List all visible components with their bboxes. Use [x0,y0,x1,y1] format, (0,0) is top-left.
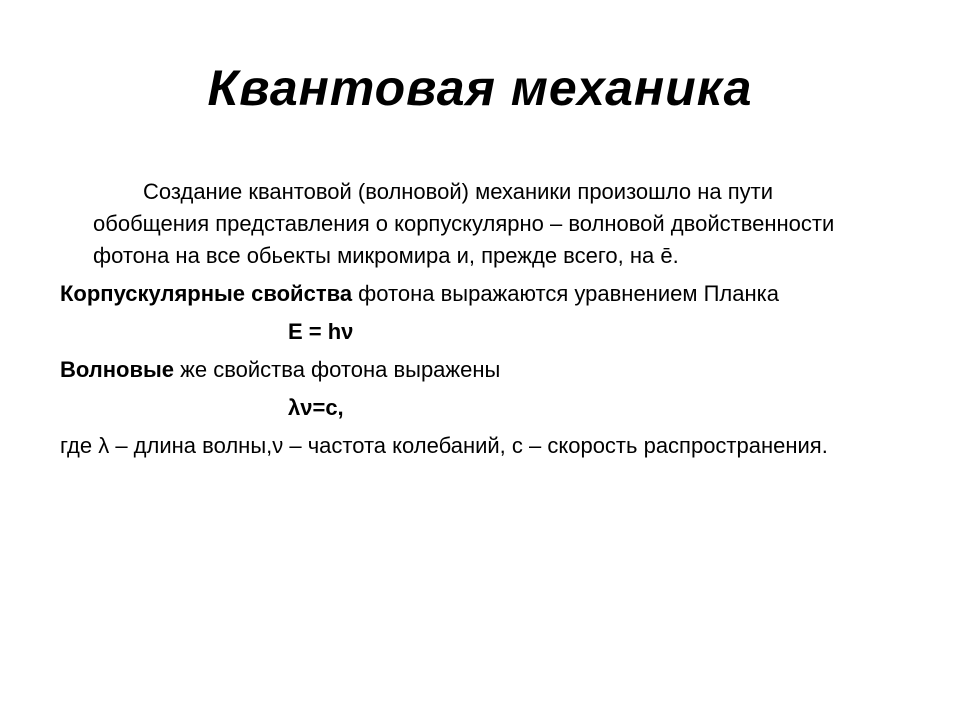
corpuscular-paragraph [60,278,894,310]
corpuscular-text: фотона выражаются уравнением Планка [352,281,779,306]
wave-formula: λν=c, [288,395,344,420]
wave-text: же свойства фотона выражены [174,357,501,382]
intro-paragraph: Создание квантовой (волновой) механики произошло на пути обобщения представления о корпускулярно – волновой двойственности фотона на все обьекты микромира и, прежде всего, на ē. [93,179,835,268]
slide-body [0,176,960,468]
planck-formula: E = hν [288,319,354,344]
wave-term: Волновые [60,357,175,382]
corpuscular-term: Корпускулярные свойства [60,281,353,306]
wave-paragraph [60,354,894,386]
definitions-paragraph: где λ – длина волны,ν – частота колебаний, c – скорость распространения. [60,433,828,458]
slide-title: Квантовая механика [207,60,753,116]
